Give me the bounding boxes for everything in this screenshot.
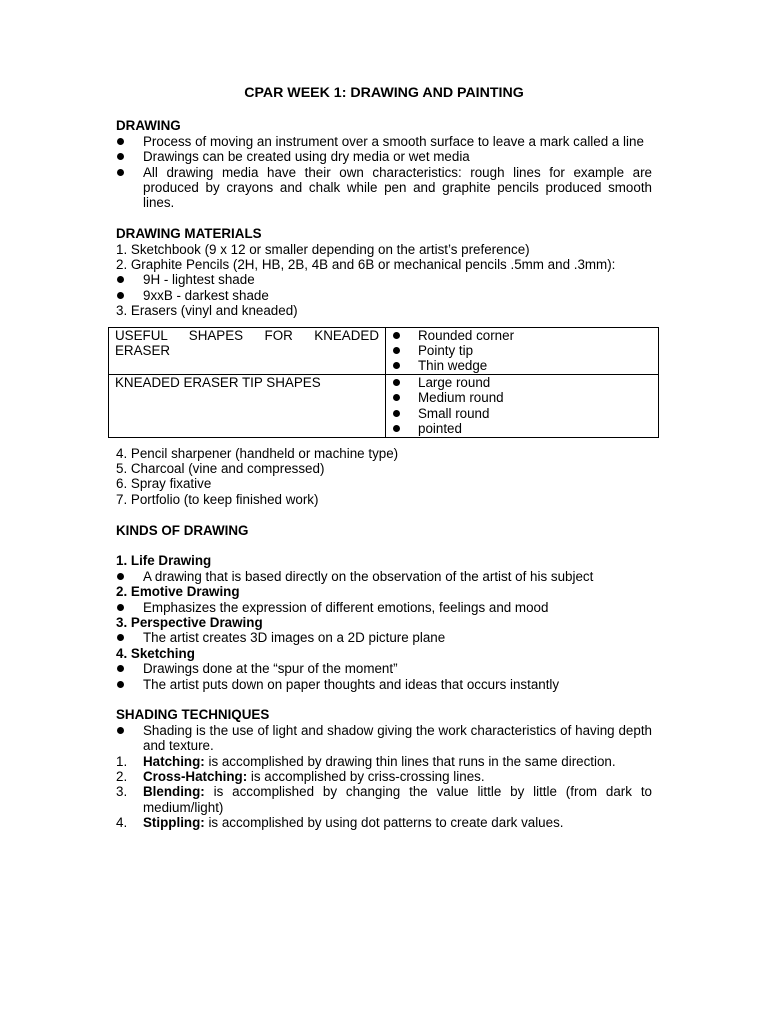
- shading-item: [116, 784, 652, 815]
- shading-text: is accomplished by drawing thin lines that runs in the same direction.: [204, 753, 616, 769]
- material-item: 3. Erasers (vinyl and kneaded): [116, 303, 298, 319]
- bullet-item: Rounded corner: [392, 328, 652, 343]
- shading-item: [116, 754, 652, 769]
- bullet-item: Large round: [392, 375, 652, 390]
- material-item: 4. Pencil sharpener (handheld or machine type): [116, 445, 399, 461]
- bullet-item: A drawing that is based directly on the observation of the artist of his subject: [116, 569, 652, 584]
- document-page: [116, 86, 652, 831]
- shading-term: Stippling:: [143, 815, 205, 831]
- bullet-item: Pointy tip: [392, 343, 652, 358]
- kinds-heading: KINDS OF DRAWING: [116, 522, 249, 538]
- document-title: CPAR WEEK 1: DRAWING AND PAINTING: [244, 85, 524, 101]
- material-item: 6. Spray fixative: [116, 476, 212, 492]
- shading-text: is accomplished by using dot patterns to create dark values.: [204, 815, 564, 831]
- kind-title: 2. Emotive Drawing: [116, 584, 240, 600]
- shading-list: [116, 754, 652, 831]
- shading-text: is accomplished by criss-crossing lines.: [247, 769, 485, 784]
- material-item: 2. Graphite Pencils (2H, HB, 2B, 4B and 6B or mechanical pencils .5mm and .3mm):: [116, 257, 616, 273]
- pencil-bullets: [116, 272, 652, 303]
- shading-text: is accomplished by changing the value little by little (from dark to medium/light): [143, 784, 652, 815]
- bullet-item: The artist puts down on paper thoughts and ideas that occurs instantly: [116, 677, 652, 692]
- bullet-item: Emphasizes the expression of different emotions, feelings and mood: [116, 600, 652, 615]
- bullet-item: Drawings done at the “spur of the moment”: [116, 661, 652, 676]
- kind-title: 1. Life Drawing: [116, 553, 212, 569]
- materials-heading: DRAWING MATERIALS: [116, 226, 262, 242]
- shading-term: Blending:: [143, 784, 205, 800]
- drawing-heading: DRAWING: [116, 118, 181, 134]
- shading-term: Hatching:: [143, 753, 205, 769]
- shading-term: Cross-Hatching:: [143, 769, 248, 784]
- kind-title: 4. Sketching: [116, 645, 195, 661]
- kind-title: 3. Perspective Drawing: [116, 614, 263, 630]
- shading-item: [116, 815, 652, 830]
- bullet-item: Drawings can be created using dry media or wet media: [116, 149, 652, 164]
- table-cell-label: KNEADED ERASER TIP SHAPES: [109, 374, 386, 437]
- table-cell-label: USEFUL SHAPES FOR KNEADED ERASER: [109, 327, 386, 374]
- shading-heading: SHADING TECHNIQUES: [116, 707, 270, 723]
- eraser-shapes-table: [108, 327, 659, 438]
- table-row: [109, 327, 659, 374]
- bullet-item: All drawing media have their own characteristics: rough lines for example are produced by crayons and chalk while pen and graphite pencils produced smooth lines.: [116, 165, 652, 211]
- bullet-item: 9H - lightest shade: [116, 272, 652, 287]
- material-item: 1. Sketchbook (9 x 12 or smaller depending on the artist’s preference): [116, 241, 530, 257]
- table-row: [109, 374, 659, 437]
- bullet-item: Shading is the use of light and shadow giving the work characteristics of having depth and texture.: [116, 723, 652, 754]
- bullet-item: Small round: [392, 406, 652, 421]
- table-cell-items: [386, 374, 659, 437]
- item-number: 4.: [116, 815, 128, 831]
- bullet-item: The artist creates 3D images on a 2D picture plane: [116, 630, 652, 645]
- bullet-item: Process of moving an instrument over a smooth surface to leave a mark called a line: [116, 134, 652, 149]
- bullet-item: Medium round: [392, 390, 652, 405]
- item-number: 1.: [116, 753, 128, 769]
- bullet-item: 9xxB - darkest shade: [116, 288, 652, 303]
- bullet-item: pointed: [392, 421, 652, 436]
- material-item: 5. Charcoal (vine and compressed): [116, 460, 325, 476]
- item-number: 2.: [116, 769, 128, 784]
- shading-item: [116, 769, 652, 784]
- bullet-item: Thin wedge: [392, 358, 652, 373]
- drawing-bullets: [116, 134, 652, 211]
- item-number: 3.: [116, 784, 128, 800]
- material-item: 7. Portfolio (to keep finished work): [116, 491, 319, 507]
- table-cell-items: [386, 327, 659, 374]
